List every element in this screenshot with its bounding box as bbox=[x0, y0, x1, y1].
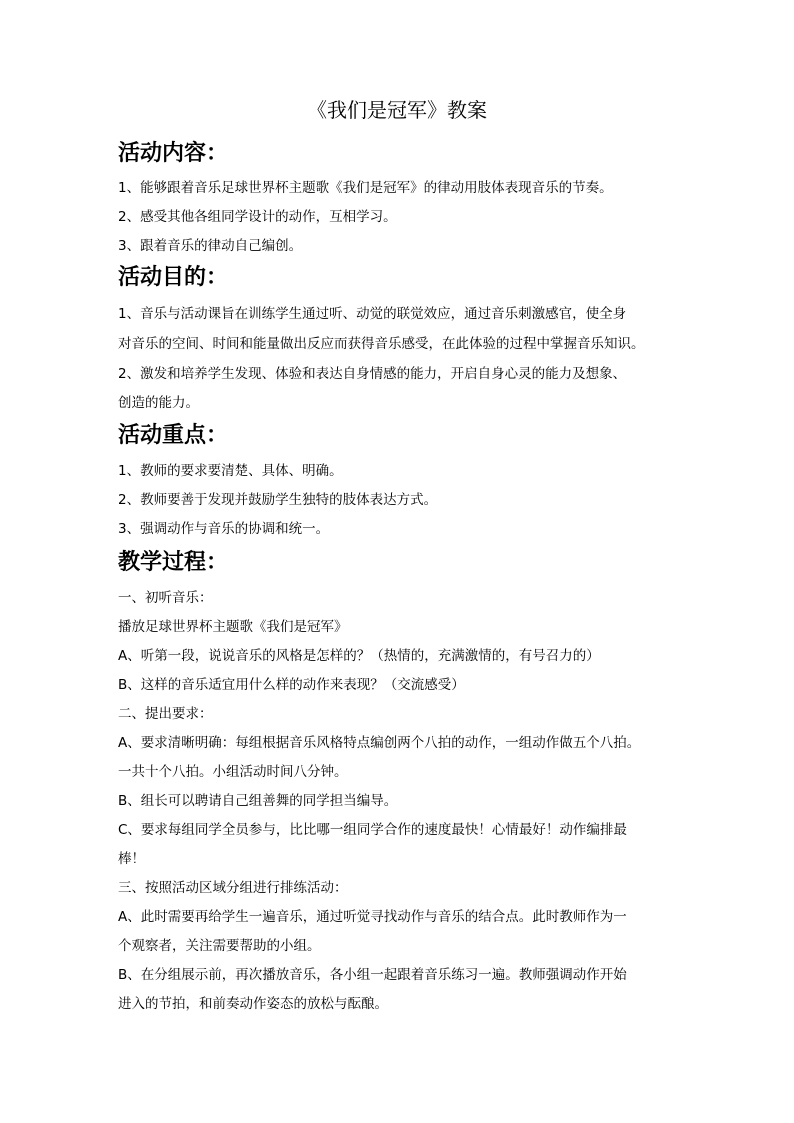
paragraph-line: 3、强调动作与音乐的协调和统一。 bbox=[118, 521, 330, 537]
paragraph-line: 一、初听音乐： bbox=[118, 590, 213, 606]
paragraph-line: A、此时需要再给学生一遍音乐，通过听觉寻找动作与音乐的结合点。此时教师作为一 bbox=[118, 909, 627, 925]
paragraph-line: 二、提出要求： bbox=[118, 706, 213, 722]
paragraph-line: B、组长可以聘请自己组善舞的同学担当编导。 bbox=[118, 793, 398, 809]
paragraph-line: A、要求清晰明确：每组根据音乐风格特点编创两个八拍的动作，一组动作做五个八拍。 bbox=[118, 735, 641, 751]
paragraph-line: 1、能够跟着音乐足球世界杯主题歌《我们是冠军》的律动用肢体表现音乐的节奏。 bbox=[118, 180, 613, 196]
paragraph-line: 创造的能力。 bbox=[118, 395, 199, 411]
paragraph-line: 2、激发和培养学生发现、体验和表达自身情感的能力，开启自身心灵的能力及想象、 bbox=[118, 366, 627, 382]
paragraph-line: 进入的节拍，和前奏动作姿态的放松与酝酿。 bbox=[118, 996, 388, 1012]
paragraph-line: B、这样的音乐适宜用什么样的动作来表现？（交流感受） bbox=[118, 677, 465, 693]
paragraph-line: C、要求每组同学全员参与，比比哪一组同学合作的速度最快！心情最好！动作编排最 bbox=[118, 822, 627, 838]
paragraph-line: 3、跟着音乐的律动自己编创。 bbox=[118, 238, 303, 254]
paragraph-line: B、在分组展示前，再次播放音乐，各小组一起跟着音乐练习一遍。教师强调动作开始 bbox=[118, 967, 627, 983]
paragraph-line: 一共十个八拍。小组活动时间八分钟。 bbox=[118, 764, 348, 780]
paragraph-line: 对音乐的空间、时间和能量做出反应而获得音乐感受，在此体验的过程中掌握音乐知识。 bbox=[118, 336, 645, 352]
section-heading-purpose: 活动目的： bbox=[118, 264, 229, 290]
paragraph-line: 棒！ bbox=[118, 851, 145, 867]
paragraph-line: 2、教师要善于发现并鼓励学生独特的肢体表达方式。 bbox=[118, 492, 438, 508]
paragraph-line: 1、音乐与活动课旨在训练学生通过听、动觉的联觉效应，通过音乐刺激感官，使全身 bbox=[118, 306, 627, 322]
paragraph-line: A、听第一段，说说音乐的风格是怎样的？（热情的，充满激情的，有号召力的） bbox=[118, 648, 600, 664]
paragraph-line: 个观察者，关注需要帮助的小组。 bbox=[118, 938, 321, 954]
section-heading-process: 教学过程： bbox=[118, 549, 229, 575]
paragraph-line: 播放足球世界杯主题歌《我们是冠军》 bbox=[118, 619, 348, 635]
page-title: 《我们是冠军》教案 bbox=[307, 98, 487, 122]
paragraph-line: 2、感受其他各组同学设计的动作，互相学习。 bbox=[118, 209, 397, 225]
paragraph-line: 三、按照活动区域分组进行排练活动： bbox=[118, 880, 348, 896]
section-heading-focus: 活动重点： bbox=[118, 422, 229, 448]
section-heading-content: 活动内容： bbox=[118, 140, 229, 166]
paragraph-line: 1、教师的要求要清楚、具体、明确。 bbox=[118, 463, 343, 479]
